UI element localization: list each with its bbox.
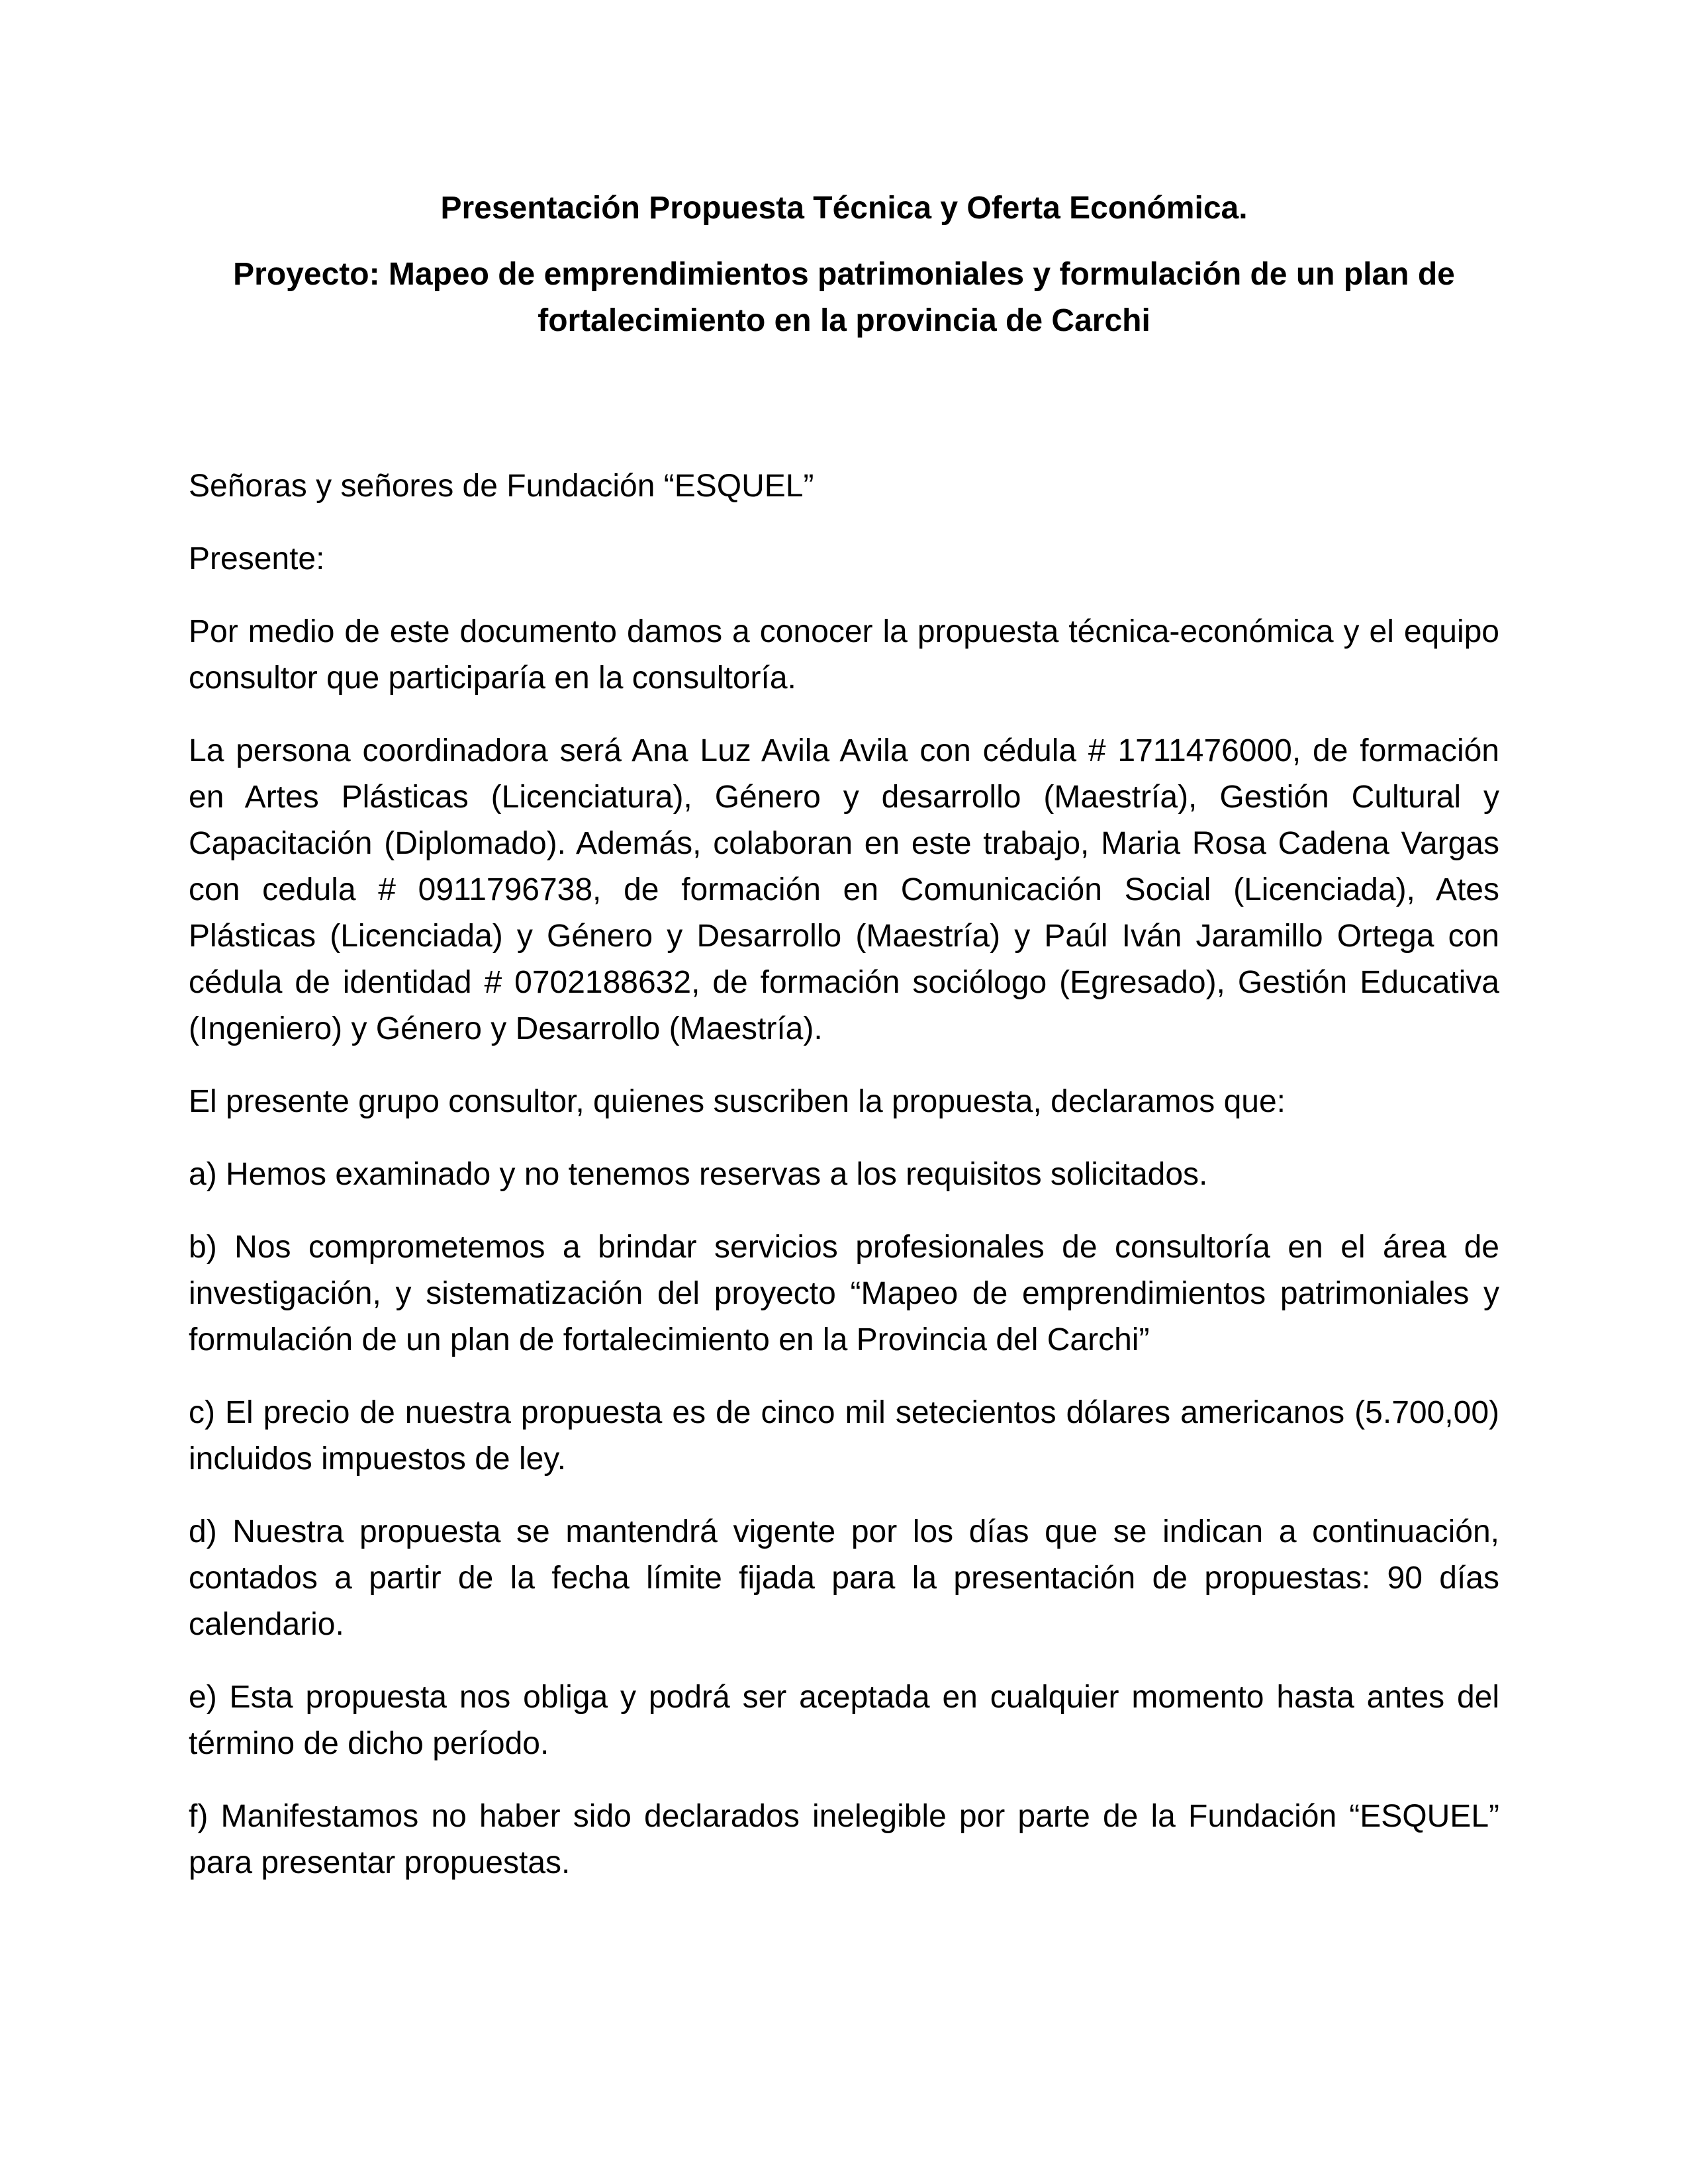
presente-line: Presente:: [189, 541, 325, 576]
paragraph-item-c: c) El precio de nuestra propuesta es de cinco mil setecientos dólares americanos (5.700,00) incluidos impuestos de ley.: [189, 1395, 1499, 1477]
salutation-line: Señoras y señores de Fundación “ESQUEL”: [189, 469, 814, 504]
paragraph-team: La persona coordinadora será Ana Luz Avila Avila con cédula # 1711476000, de formación en Artes Plásticas (Licenciatura), Género y desarrollo (Maestría), Gestión Cultural y Capacitación (Diplomado). Además, colaboran en este trabajo, Maria Rosa Cadena Vargas con cedula # 0911796738, de formación en Comunicación Social (Licenciada), Ates Plásticas (Licenciada) y Género y Desarrollo (Maestría) y Paúl Iván Jaramillo Ortega con cédula de identidad # 0702188632, de formación sociólogo (Egresado), Gestión Educativa (Ingeniero) y Género y Desarrollo (Maestría).: [189, 733, 1499, 1046]
paragraph-declaration-intro: El presente grupo consultor, quienes suscriben la propuesta, declaramos que:: [189, 1084, 1286, 1119]
paragraph-item-e: e) Esta propuesta nos obliga y podrá ser aceptada en cualquier momento hasta antes del término de dicho período.: [189, 1680, 1499, 1761]
paragraph-item-a: a) Hemos examinado y no tenemos reservas a los requisitos solicitados.: [189, 1157, 1208, 1192]
paragraph-item-b: b) Nos comprometemos a brindar servicios profesionales de consultoría en el área de investigación, y sistematización del proyecto “Mapeo de emprendimientos patrimoniales y formulación de un plan de fortalecimiento en la Provincia del Carchi”: [189, 1230, 1499, 1357]
paragraph-item-d: d) Nuestra propuesta se mantendrá vigente por los días que se indican a continuación, contados a partir de la fecha límite fijada para la presentación de propuestas: 90 días calendario.: [189, 1514, 1499, 1642]
paragraph-intro: Por medio de este documento damos a conocer la propuesta técnica-económica y el equipo consultor que participaría en la consultoría.: [189, 614, 1499, 696]
document-title: Presentación Propuesta Técnica y Oferta Económica.: [440, 191, 1248, 226]
project-heading: Proyecto: Mapeo de emprendimientos patrimoniales y formulación de un plan de fortalecimiento en la provincia de Carchi: [233, 257, 1455, 338]
paragraph-item-f: f) Manifestamos no haber sido declarados inelegible por parte de la Fundación “ESQUEL” para presentar propuestas.: [189, 1799, 1499, 1880]
